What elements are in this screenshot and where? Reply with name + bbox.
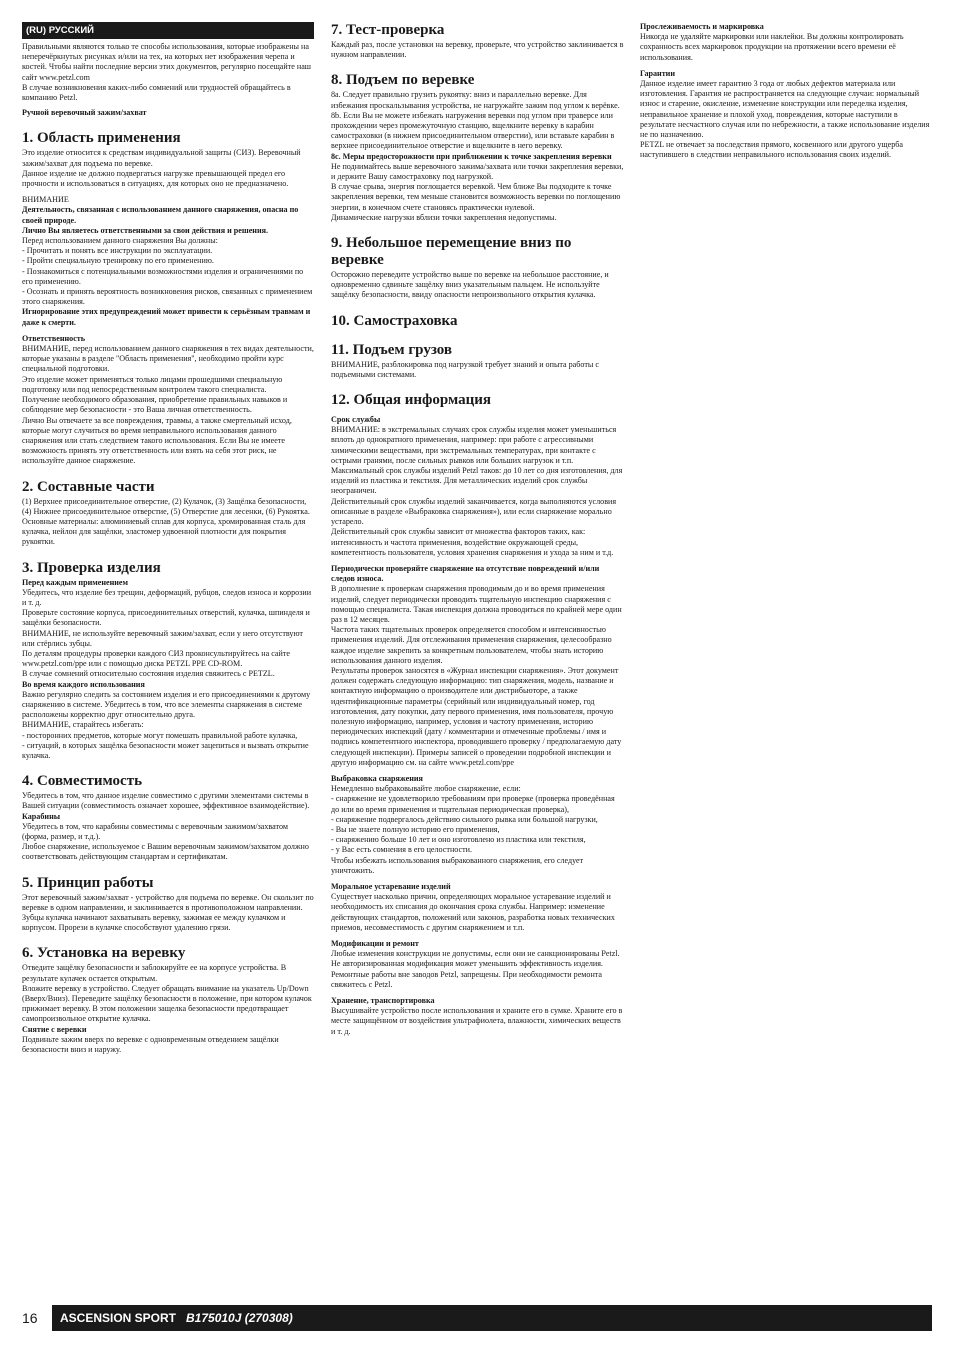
warning-text: Деятельность, связанная с использованием данного снаряжения, опасна по своей природе. — [22, 205, 299, 225]
list-item: - Пройти специальную тренировку по его применению. — [22, 256, 214, 266]
paragraph: Никогда не удаляйте маркировки или наклейки. Вы должны контролировать сохранность всех маркировок продукции на протяжении всего времени её использования. — [640, 32, 904, 62]
warning-text: Лично Вы являетесь ответственными за свои действия и решения. — [22, 225, 269, 235]
list-item: - Познакомиться с потенциальными возможностями изделия и ограничениями по его применению. — [22, 266, 304, 286]
subheading: Моральное устаревание изделий — [331, 882, 451, 891]
section-heading: 8. Подъем по веревке — [331, 72, 475, 89]
paragraph: 8b. Если Вы не можете избежать нагружения веревки под углом при траверсе или прохождении через промежуточную станцию, вщелкните веревку в карабин самостраховки (в нижнем присоединительном отверстии), или вставьте карабин в верхнее присоединительное отверстие и вщелкните в него веревку. — [331, 110, 615, 151]
subheading: Ответственность — [22, 333, 86, 343]
subheading: Карабины — [22, 811, 61, 821]
subheading: Прослеживаемость и маркировка — [640, 22, 764, 31]
paragraph: В случае срыва, энергия поглощается веревкой. Чем ближе Вы подходите к точке закрепления веревки, тем меньше становится возможность веревки по поглощению энергии, в конечном счете становясь практически нулевой. — [331, 182, 621, 212]
subheading: Во время каждого использования — [22, 679, 145, 689]
paragraph: ВНИМАНИЕ, разблокировка под нагрузкой требует знаний и опыта работы с подъемными системами. — [331, 359, 599, 379]
paragraph: 8a. Следует правильно грузить рукоятку: вниз и параллельно веревке. Для избежания проскальзывания устройства, не нагружайте зажим под углом к верёвке. — [331, 90, 620, 110]
paragraph: Действительный срок службы изделий заканчивается, когда выполняются условия описанные в разделе «Выбраковка снаряжения»), или если снаряжение морально устарело. — [331, 496, 617, 527]
paragraph: Ремонтные работы вне заводов Petzl, запрещены. При необходимости ремонта свяжитесь с Petzl. — [331, 969, 603, 989]
paragraph: Каждый раз, после установки на веревку, проверьте, что устройство заклинивается в нужном направлении. — [331, 40, 624, 60]
column-2 — [331, 22, 624, 1037]
subheading: Модификации и ремонт — [331, 939, 419, 949]
paragraph: По деталям процедуры проверки каждого СИЗ проконсультируйтесь на сайте www.petzl.com/ppe или с помощью диска PETZL PPE CD-ROM. — [22, 648, 290, 669]
paragraph: (1) Верхнее присоединительное отверстие, (2) Кулачок, (3) Защёлка безопасности, (4) Нижнее присоединительное отверстие, (5) Отверстие для лесенки, (6) Рукоятка. — [22, 496, 310, 516]
footer-reference: B175010J (270308) — [186, 1311, 293, 1325]
subheading: Перед каждым применением — [22, 577, 129, 587]
paragraph: Этот веревочный зажим/захват - устройство для подъема по веревке. Он скользит по веревке в одном направлении, и заклинивается в противоположном направлении. — [22, 892, 314, 912]
paragraph: В случае сомнений относительно состояния изделия свяжитесь с PETZL. — [22, 669, 275, 679]
list-item: - Вы не знаете полную историю его применения, — [331, 824, 500, 834]
intro-text: Правильными являются только те способы использования, которые изображены на неперечёркнутых рисунках и/или на тех, на которых нет изображения черепа и костей. Чтобы найти последние версии этих документов, регулярно посещайте наш сайт www.petzl.com — [22, 42, 312, 82]
paragraph: ВНИМАНИЕ, не используйте веревочный зажим/захват, если у него отсутствуют или стёрлись зубцы. — [22, 628, 303, 648]
section-heading: 10. Самостраховка — [331, 312, 458, 329]
paragraph: Лично Вы отвечаете за все повреждения, травмы, а также смертельный исход, которые могут случиться во время неправильного использования данного снаряжения или стать следствием такого использования. Если Вы не имеете возможность принять эту ответственность или взять на себя этот риск, не используйте данное снаряжение. — [22, 415, 292, 466]
paragraph: Зубцы кулачка начинают захватывать веревку, зажимая ее между кулачком и корпусом. Прорези в кулачке способствуют удалению грязи. — [22, 913, 286, 933]
list-item: - посторонних предметов, которые могут помешать правильной работе кулачка, — [22, 730, 298, 740]
subheading: ВНИМАНИЕ — [22, 195, 69, 205]
list-item: - Прочитать и понять все инструкции по эксплуатации. — [22, 246, 213, 256]
warning-text: Игнорирование этих предупреждений может привести к серьёзным травмам и даже к смерти. — [22, 307, 311, 327]
subheading: Срок службы — [331, 415, 381, 425]
section-heading: 4. Совместимость — [22, 773, 143, 790]
paragraph: Отведите защёлку безопасности и заблокируйте ее на корпусе устройства. В результате кулачек остается открытым. — [22, 963, 287, 983]
paragraph: PETZL не отвечает за последствия прямого, косвенного или другого ущерба наступившего в следствии неправильного использования своих изделий. — [640, 140, 903, 160]
paragraph: Осторожно переведите устройство выше по веревке на небольшое расстояние, и одновременно сдвиньте защёлку вниз указательным пальцем. Не используйте защёлку безопасности, ввиду опасности непроизвольного открытия кулачка. — [331, 270, 609, 300]
paragraph: Проверьте состояние корпуса, присоединительных отверстий, кулачка, шпинделя и защёлки безопасности. — [22, 608, 310, 628]
paragraph: Результаты проверок заносятся в «Журнал инспекции снаряжения». Этот документ должен содержать следующую информацию: тип снаряжения, модель, название и контактную информацию о производителе или дистрибьюторе, а также идентификационные параметры (серийный или индивидуальный номер, год изготовления, дату покупки, дату первого применения, имя пользователя, прочую полезную информацию, например, условия и частоту применения, историю периодических инспекций (дату / комментарии и отмеченные проблемы / имя и подпись компетентного инспектора, проводившего проверку / предполагаемую дату следующей инспекции). Примеры записей о проведении подробной инспекции и другую информацию см. на сайте www.petzl.com/ppe — [331, 665, 622, 767]
column-1 — [22, 22, 314, 1055]
paragraph: Убедитесь в том, что данное изделие совместимо с другими элементами системы в Вашей ситуации (совместимость означает хорошее, эффективное взаимодействие). — [22, 791, 310, 811]
paragraph: Получение необходимого образования, приобретение правильных навыков и соблюдение мер безопасности - это Ваша личная ответственность. — [22, 395, 288, 415]
paragraph: Важно регулярно следить за состоянием изделия и его присоединениями к другому снаряжению в системе. Убедитесь в том, что все элементы снаряжения в системе расположены корректно друг относительно друга. — [22, 689, 311, 720]
subheading: Периодически проверяйте снаряжение на отсутствие повреждений и/или следов износа. — [331, 563, 600, 584]
list-item: - снаряжение подвергалось действию сильного рывка или большой нагрузки, — [331, 814, 598, 824]
section-heading: 7. Тест-проверка — [331, 22, 445, 38]
section-heading: 12. Общая информация — [331, 392, 491, 409]
paragraph: Чтобы избежать использования выбракованного снаряжения, его следует уничтожить. — [331, 855, 584, 875]
list-item: - ситуаций, в которых защёлка безопасности может зацепиться и вызвать открытие кулачка. — [22, 740, 309, 760]
list-item: - снаряжению больше 10 лет и оно изготовлено из пластика или текстиля, — [331, 835, 586, 845]
paragraph: Любые изменения конструкции не допустимы, если они не санкционированы Petzl. Не авторизированная модификация может уменьшить эффективность изделия. — [331, 949, 620, 969]
paragraph: Убедитесь в том, что карабины совместимы с веревочным зажимом/захватом (форма, размер, и т.д.). — [22, 821, 288, 841]
paragraph: Данное изделие не должно подвергаться нагрузке превышающей предел его прочности и использоваться в ситуациях, для которых оно не предназначено. — [22, 168, 289, 189]
section-heading: 5. Принцип работы — [22, 874, 154, 891]
paragraph: Подвиньте зажим вверх по веревке с одновременным отведением защёлки безопасности вниз и наружу. — [22, 1034, 279, 1055]
subheading: Хранение, транспортировка — [331, 996, 435, 1006]
subheading: Снятие с веревки — [22, 1024, 87, 1034]
language-header: (RU) РУССКИЙ — [22, 22, 314, 39]
paragraph: ВНИМАНИЕ: в экстремальных случаях срок службы изделия может уменьшиться вплоть до однократного применения, например: при работе с агрессивными химическими веществами, при экстремальных температурах, при контакте с острыми гранями, после сильных рывков или больших нагрузок и т.п. Максимальный срок службы изделий Petzl таков: до 10 лет со дня изготовления, для изделий из пластика и текстиля. Для металлических изделий срок службы неограничен. — [331, 425, 623, 496]
paragraph: Это изделие относится к средствам индивидуальной защиты (СИЗ). Веревочный зажим/захват для подъема по веревке. — [22, 148, 301, 168]
list-item: - снаряжение не удовлетворило требованиям при проверке (проверка проведённая до или во время применения и тщательная периодическая проверка), — [331, 794, 615, 814]
list-item: - у Вас есть сомнения в его целостности. — [331, 845, 473, 855]
paragraph: Действительный срок службы зависит от множества факторов таких, как: интенсивность и частота применения, воздействие окружающей среды, компетентность пользователя, условия хранения снаряжения и ухода за ним и т.д. — [331, 527, 614, 557]
paragraph: Основные материалы: алюминиевый сплав для корпуса, хромированная сталь для кулачка, нейлон для защёлки, эластомер удвоенной плотности для покрытия рукоятки. — [22, 516, 306, 547]
section-heading: 2. Составные части — [22, 478, 155, 495]
paragraph: Убедитесь, что изделие без трещин, деформаций, рубцов, следов износа и коррозии и т. д. — [22, 587, 312, 607]
section-heading: 6. Установка на веревку — [22, 945, 186, 962]
subheading: Выбраковка снаряжения — [331, 773, 423, 783]
paragraph: Немедленно выбраковывайте любое снаряжение, если: — [331, 784, 521, 794]
section-heading: 9. Небольшое перемещение вниз по веревке — [331, 235, 572, 269]
section-heading: 3. Проверка изделия — [22, 559, 161, 576]
product-title: Ручной веревочный зажим/захват — [22, 108, 147, 118]
subheading: Гарантии — [640, 68, 675, 78]
paragraph: Высушивайте устройство после использования и храните его в сумке. Храните его в месте защищённом от воздействия ультрафиолета, влажности, химических веществ и т. д. — [331, 1006, 623, 1036]
paragraph: Не поднимайтесь выше веревочного зажима/захвата или точки закрепления веревки, и держите Вашу самостраховку под нагрузкой. — [331, 161, 624, 182]
paragraph: Это изделие может применяться только лицами прошедшими специальную подготовку или под непосредственным контролем такого специалиста. — [22, 374, 283, 394]
paragraph: Частота таких тщательных проверок определяется способом и интенсивностью применения изделий. Для отслеживания применения снаряжения, целесообразно каждое изделие закрепить за конкретным пользователем, чтобы знать историю использования данного изделия. — [331, 625, 612, 665]
paragraph: Данное изделие имеет гарантию 3 года от любых дефектов материала или изготовления. Гарантия не распространяется на следующие случаи: нормальный износ и старение, окисление, изменение конструкции или переделка изделия, неправильное хранение и плохой уход, повреждения, которые наступили в результате несчастного случая или по небрежности, а также использование изделия не по назначению. — [640, 79, 930, 140]
paragraph: Любое снаряжение, используемое с Вашим веревочным зажимом/захватом должно соответствовать действующим стандартам и сертификатам. — [22, 842, 309, 862]
section-heading: 11. Подъем грузов — [331, 341, 452, 358]
paragraph: Существует насколько причин, определяющих моральное устаревание изделий и необходимость их списания до окончания срока службы. Например: изменение действующих стандартов, положений или законов, разработка новых технических приемов, несовместимость с другим снаряжением и т.п. — [331, 892, 615, 932]
paragraph: В дополнение к проверкам снаряжения проводимым до и во время применения изделий, следует периодически проводить тщательную инспекцию снаряжения с помощью специалиста. Такая инспекция должна проводиться по крайней мере один раз в 12 месяцев. — [331, 584, 622, 624]
subheading: 8c. Меры предосторожности при приближении к точке закрепления веревки — [331, 151, 612, 161]
page-number: 16 — [22, 1305, 52, 1331]
intro-text: В случае возникновения каких-либо сомнений или трудностей обращайтесь в компанию Petzl. — [22, 82, 291, 103]
paragraph: Динамические нагрузки вблизи точки закрепления недопустимы. — [331, 212, 557, 222]
paragraph: ВНИМАНИЕ, старайтесь избегать: — [22, 720, 144, 730]
column-3 — [640, 22, 932, 161]
paragraph: Перед использованием данного снаряжения Вы должны: — [22, 236, 218, 246]
footer-product-name: ASCENSION SPORT — [60, 1311, 177, 1325]
paragraph: Вложите веревку в устройство. Следует обращать внимание на указатель Up/Down (Вверх/Вниз). Переведите защёлку безопасности в положение, при котором кулачок прижимает веревку. В этом положении защелка безопасности предотвращает самопроизвольное открытие кулачка. — [22, 983, 312, 1024]
list-item: - Осознать и принять вероятность возникновения рисков, связанных с применением этого снаряжения. — [22, 287, 313, 307]
paragraph: ВНИМАНИЕ, перед использованием данного снаряжения в тех видах деятельности, которые указаны в разделе "Область применения", необходимо пройти курс специальной подготовки. — [22, 344, 314, 374]
section-heading: 1. Область применения — [22, 130, 181, 147]
